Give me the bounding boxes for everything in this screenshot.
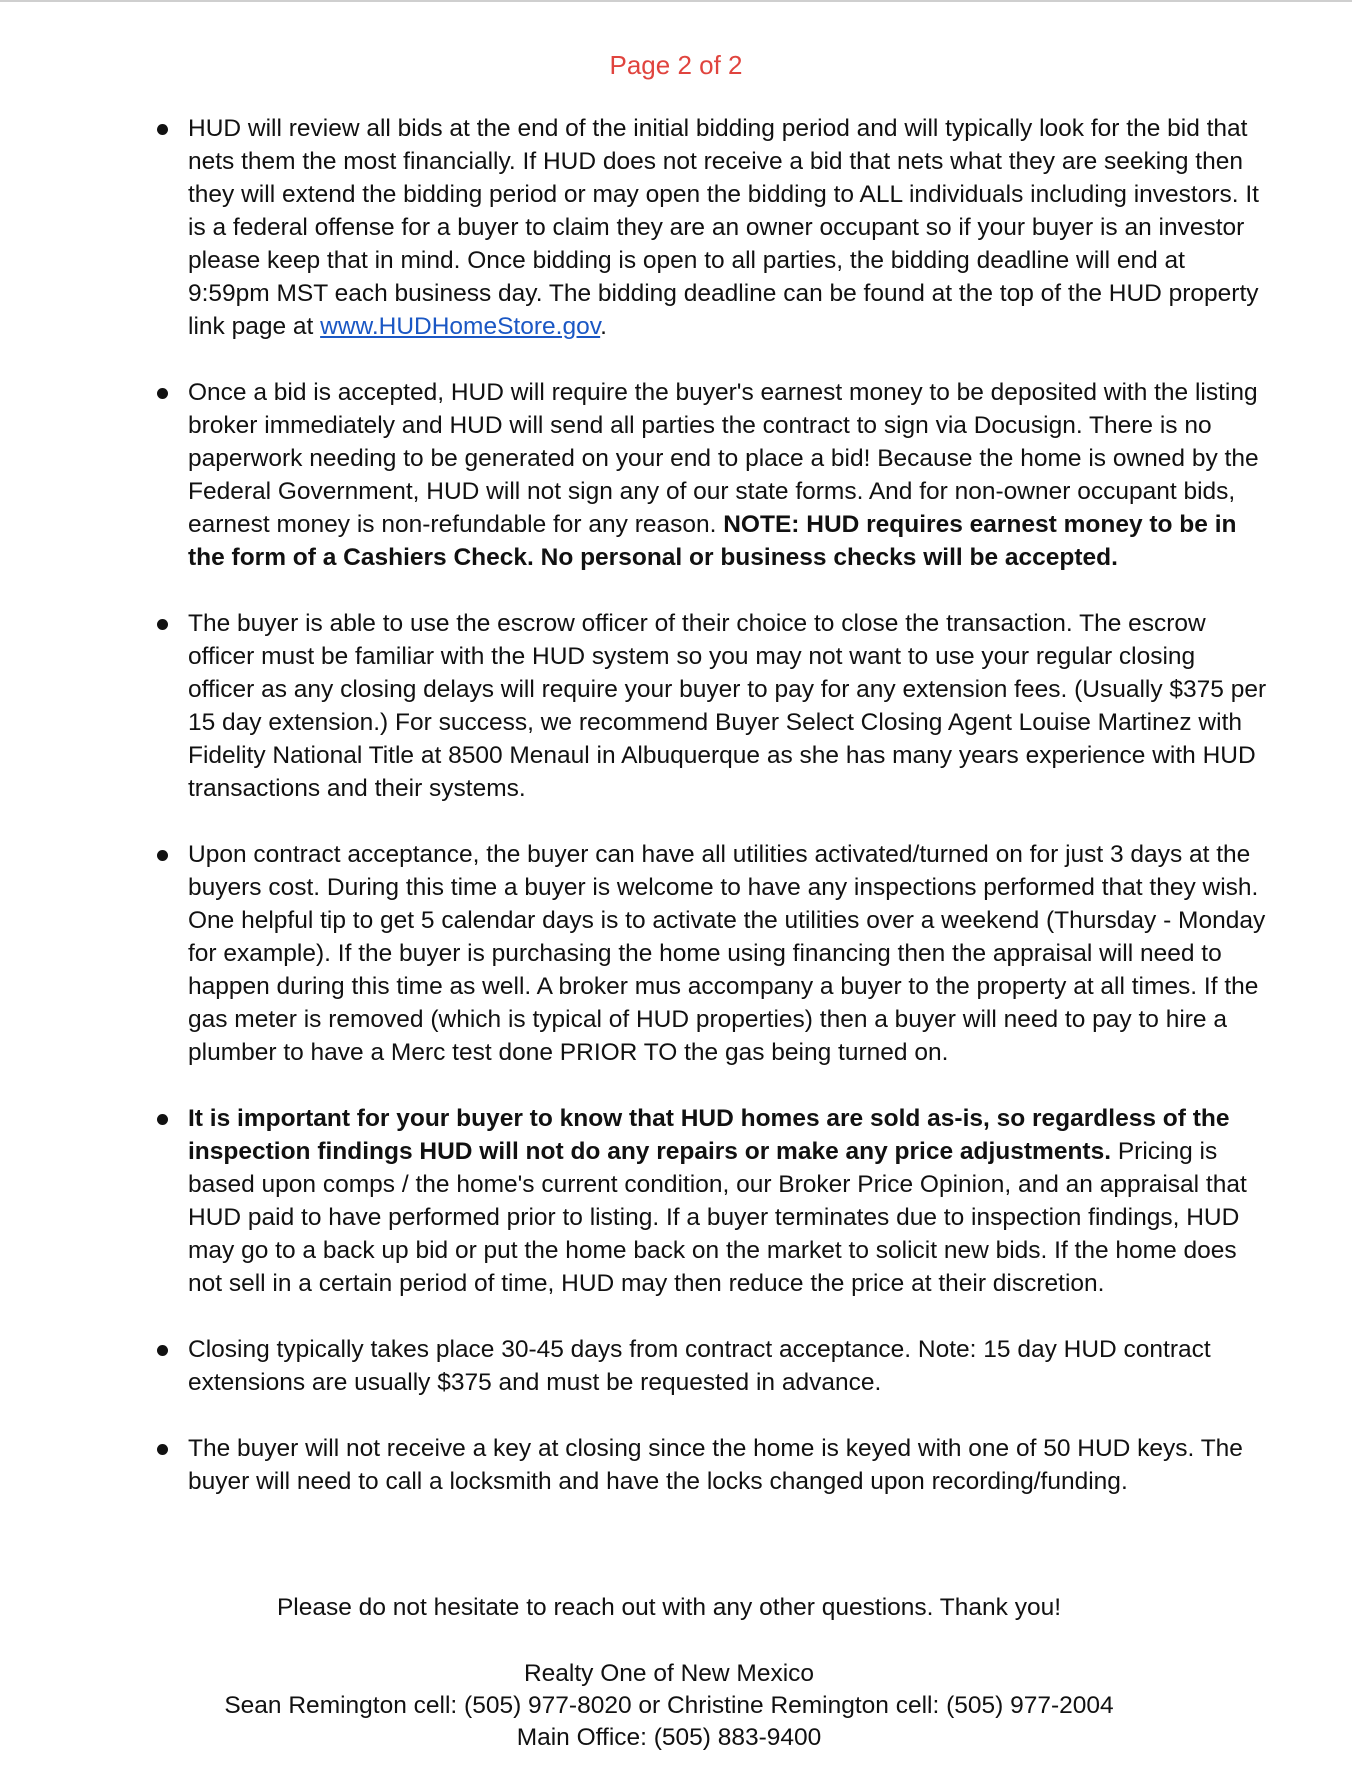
bullet-dot-icon (157, 388, 168, 399)
page-label: Page 2 of 2 (609, 50, 743, 80)
closing-message: Please do not hesitate to reach out with any other questions. Thank you! (276, 1594, 1062, 1621)
bullet-item-utilities (188, 838, 1268, 1069)
company-name: Realty One of New Mexico (523, 1660, 815, 1687)
bullet-list (188, 112, 1268, 1531)
bullet-bold-note: It is important for your buyer to know that HUD homes are sold as-is, so regardless of the inspection findings HUD will not do any repairs or make any price adjustments. (188, 1105, 1230, 1165)
bullet-dot-icon (157, 619, 168, 630)
top-divider (0, 0, 1352, 2)
bullet-item-as-is (188, 1102, 1268, 1300)
bullet-dot-icon (157, 1114, 168, 1125)
bullet-dot-icon (157, 1444, 168, 1455)
bullet-dot-icon (157, 850, 168, 861)
bullet-item-earnest-money (188, 376, 1268, 574)
bullet-text: Once a bid is accepted, HUD will require the buyer's earnest money to be deposited with the listing broker immediately and HUD will send all parties the contract to sign via Docusign. There is no paperwork needing to be generated on your end to place a bid! Because the home is owned by the Federal Government, HUD will not sign any of our state forms. And for non-owner occupant bids, earnest money is non-refundable for any reason. (188, 379, 1259, 538)
bullet-item-keys (188, 1432, 1268, 1498)
footer-contact-block (0, 1658, 1338, 1754)
bullet-item-escrow (188, 607, 1268, 805)
bullet-text: HUD will review all bids at the end of the initial bidding period and will typically look for the bid that nets them the most financially. If HUD does not receive a bid that nets what they are seeking then they will extend the bidding period or may open the bidding to ALL individuals including investors. It is a federal offense for a buyer to claim they are an owner occupant so if your buyer is an investor please keep that in mind. Once bidding is open to all parties, the bidding deadline will end at 9:59pm MST each business day. The bidding deadline can be found at the top of the HUD property link page at (188, 115, 1259, 340)
bullet-text: The buyer will not receive a key at closing since the home is keyed with one of 50 HUD keys. The buyer will need to call a locksmith and have the locks changed upon recording/funding. (188, 1435, 1243, 1495)
bullet-item-closing (188, 1333, 1268, 1399)
hudhomestore-link[interactable]: www.HUDHomeStore.gov (320, 313, 601, 340)
bullet-bold-note: NOTE: HUD requires earnest money to be in the form of a Cashiers Check. No personal or business checks will be accepted. (188, 511, 1237, 571)
bullet-item-bidding (188, 112, 1268, 343)
bullet-text: Pricing is based upon comps / the home's current condition, our Broker Price Opinion, and an appraisal that HUD paid to have performed prior to listing. If a buyer terminates due to inspection findings, HUD may go to a back up bid or put the home back on the market to solicit new bids. If the home does not sell in a certain period of time, HUD may then reduce the price at their discretion. (188, 1138, 1247, 1297)
bullet-text: Upon contract acceptance, the buyer can have all utilities activated/turned on for just 3 days at the buyers cost. During this time a buyer is welcome to have any inspections performed that they wish. One helpful tip to get 5 calendar days is to activate the utilities over a weekend (Thursday - Monday for example). If the buyer is purchasing the home using financing then the appraisal will need to happen during this time as well. A broker mus accompany a buyer to the property at all times. If the gas meter is removed (which is typical of HUD properties) then a buyer will need to pay to hire a plumber to have a Merc test done PRIOR TO the gas being turned on. (188, 841, 1266, 1066)
bullet-dot-icon (157, 124, 168, 135)
bullet-text: Closing typically takes place 30-45 days from contract acceptance. Note: 15 day HUD contract extensions are usually $375 and must be requested in advance. (188, 1336, 1211, 1396)
bullet-dot-icon (157, 1345, 168, 1356)
bullet-text: . (600, 313, 607, 340)
contact-phones: Sean Remington cell: (505) 977-8020 or Christine Remington cell: (505) 977-2004 (224, 1692, 1114, 1719)
bullet-text: The buyer is able to use the escrow officer of their choice to close the transaction. The escrow officer must be familiar with the HUD system so you may not want to use your regular closing officer as any closing delays will require your buyer to pay for any extension fees. (Usually $375 per 15 day extension.) For success, we recommend Buyer Select Closing Agent Louise Martinez with Fidelity National Title at 8500 Menaul in Albuquerque as she has many years experience with HUD transactions and their systems. (188, 610, 1267, 802)
main-office-phone: Main Office: (505) 883-9400 (516, 1724, 822, 1751)
